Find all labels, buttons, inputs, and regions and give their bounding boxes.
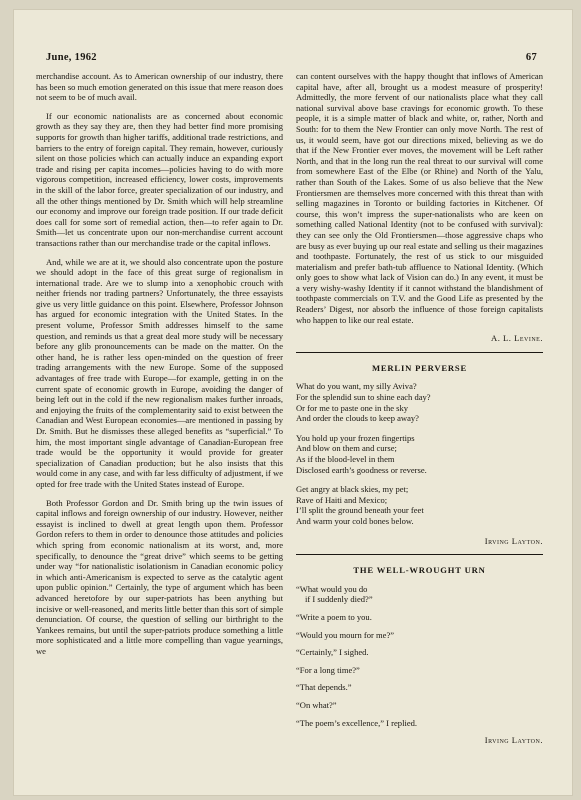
poem-line-group xyxy=(296,647,543,658)
poem-line: Disclosed earth’s goodness or reverse. xyxy=(296,464,427,475)
poem-line: And blow on them and curse; xyxy=(296,443,397,454)
poem-line: if I suddenly died?” xyxy=(305,594,373,605)
poem-line: Rave of Haiti and Mexico; xyxy=(296,494,388,505)
poem-well-wrought-urn xyxy=(296,565,543,746)
poem-line: “Write a poem to you. xyxy=(296,611,372,622)
poem-stanza xyxy=(296,433,543,475)
poem-line-group xyxy=(296,584,543,605)
poem-line: “Certainly,” I sighed. xyxy=(296,647,369,658)
poem-line-group xyxy=(296,682,543,693)
right-column xyxy=(296,71,543,754)
article-paragraph: merchandise account. As to American ownership of our industry, there has been so much emotion generated on this issue that mere reason does not seem to be of much avail. xyxy=(36,71,283,103)
poem-line: You hold up your frozen fingertips xyxy=(296,432,415,443)
poem-merlin-perverse xyxy=(296,363,543,546)
poem-line-group xyxy=(296,700,543,711)
poem-line-group xyxy=(296,630,543,641)
poem-author: Irving Layton. xyxy=(484,735,543,746)
poem-line: For the splendid sun to shine each day? xyxy=(296,392,431,403)
poem-stanza xyxy=(296,484,543,526)
poem-stanza xyxy=(296,381,543,423)
poem-line: What do you want, my silly Aviva? xyxy=(296,381,417,392)
poem-line: “That depends.” xyxy=(296,682,352,693)
issue-date: June, 1962 xyxy=(46,52,97,63)
poem-line: Or for me to paste one in the sky xyxy=(296,402,409,413)
poem-line-group xyxy=(296,665,543,676)
poem-line: “What would you do xyxy=(296,583,368,594)
poem-line-group xyxy=(296,612,543,623)
poem-line: I’ll split the ground beneath your feet xyxy=(296,505,424,516)
poem-author: Irving Layton. xyxy=(484,535,543,546)
article-paragraph: can content ourselves with the happy thought that inflows of American capital have, after all, brought us a modest measure of prosperity! Admittedly, the more fervent of our nationalists place what they call national survival above base cravings for economic growth. To these people, it is a simple matter of black and white, or, rather, North and South: for to them the New Frontier can only move North. The rest of us, it would seem, have got our directions mixed, believing as we do that if the New Frontier ever moves, the movement will be Left rather North, and that in the long run the real threat to our survival will come from somewhere East of the Elbe (or Rhine) and North of the Yalu, rather than South of the Lakes. Some of us also believe that the New Frontiersmen are themselves more concerned with this threat than with selling magazines in Toronto or building factories in Kitchener. Of course, this won’t impress the super-nationalists who are keen on something called National Identity (not to be confused with survival): they can see only the Old Frontiersmen—those aggressive chaps who are busy as ever buying up our real estate and selling us their magazines and toothpaste. Fortunately, the rest of us stick to our misguided materialism and prefer bath-tub affluence to National Identity. (Which only goes to show what lack of Vision can do.) In any event, it must be a very wishy-washy Identity if it cannot withstand the blandishment of toothpaste commercials on T.V. and the Good Life as presented by the Readers’ Digest, nor absorb the influence of those foreign capitalists who happen to like our real estate. xyxy=(296,71,543,325)
poem-line: And order the clouds to keep away? xyxy=(296,413,419,424)
article-paragraph: Both Professor Gordon and Dr. Smith bring up the twin issues of capital inflows and foreign ownership of our industry. However, neither essayist is inclined to dwell at great length upon them. Professor Gordon refers to them in order to denounce those attitudes and policies which spring from economic nationalism at its worst, and, more specifically, to denounce the “great drive” which seems to be getting under way “for nationalistic isolationism in Canadian economic policy in which anti-Americanism is expected to serve as the catalytic agent upon public opinion.” Certainly, the type of argument which has been advanced heretofore by our super-patriots has been anything but incisive or well-reasoned, and merits little better than this sort of simple denunciation. Of course, the question of selling our birthright to the Yankees remains, but until the super-patriots produce something a little more sophisticated and a little more compelling than vague yearnings, we xyxy=(36,497,283,656)
divider-rule xyxy=(296,554,543,555)
poem-line: As if the blood-level in them xyxy=(296,454,395,464)
poem-line: Get angry at black skies, my pet; xyxy=(296,484,409,495)
poem-line: And warm your cold bones below. xyxy=(296,515,414,526)
poem-line: “Would you mourn for me?” xyxy=(296,629,395,640)
left-column xyxy=(36,71,283,664)
poem-line-group xyxy=(296,718,543,729)
article-paragraph: If our economic nationalists are as concerned about economic growth as they say they are, then they had better find more promising supports for growth than higher tariffs, additional trade restrictions, and barriers to the entry of foreign capital. They remain, however, curiously silent on those policies which can actually induce an expanding export trade and rising per capita incomes—policies having to do with more vigorous competition, increased efficiency, lower costs, improvements in the skill of the labor force, greater specialization of our industry, and all the other things mentioned by Dr. Smith which will help streamline our economy and improve our foreign trade position. If our trade deficit does call for some sort of remedial action, then—to refer again to Dr. Smith—let us concentrate upon our non-merchandise current account transactions rather than our merchandise trade or the capital inflows. xyxy=(36,110,283,248)
poem-line: “On what?” xyxy=(296,699,337,710)
page-number: 67 xyxy=(525,52,537,63)
poem-line: “The poem’s excellence,” I replied. xyxy=(296,717,418,728)
poem-line: “For a long time?” xyxy=(296,664,360,675)
review-author: A. L. Levine. xyxy=(491,333,543,344)
poem-title: THE WELL-WROUGHT URN xyxy=(353,565,486,576)
article-paragraph: And, while we are at it, we should also concentrate upon the posture we should adopt in the face of this great surge of regionalism in international trade. Are we to slump into a xenophobic crouch with neither friends nor trading partners? Unfortunately, the three essayists give us very little guidance on this point. Elsewhere, Professor Johnson has argued for economic integration with the United States. In the present volume, Professor Smith addresses himself to the same question, and reminds us that a great deal more study will be necessary before any glib pronouncements can be made on the matter. On the other hand, he is rather less open-minded on the question of freer trading arrangements with the new Europe. Some of the supposed advantages of free trade with Europe—for example, getting in on the current spate of economic growth in Europe, avoiding the danger of being left out in the cold if the new regionalism makes further inroads, and enjoying the fruits of the complementarity said to exist between the Canadian and West European economies—are mentioned in passing by Dr. Smith. But he dismisses these alleged benefits as “superficial.” To him, the most important single advantage of Canadian-European free trade would be the opportunity it would provide for greater specialization of Canadian production; but he also insists that this would come in any case, and with far less difficulty of adjustment, if we opted for free trade with the United States instead of Europe. xyxy=(36,256,283,489)
divider-rule xyxy=(296,352,543,353)
poem-title: MERLIN PERVERSE xyxy=(371,362,468,373)
